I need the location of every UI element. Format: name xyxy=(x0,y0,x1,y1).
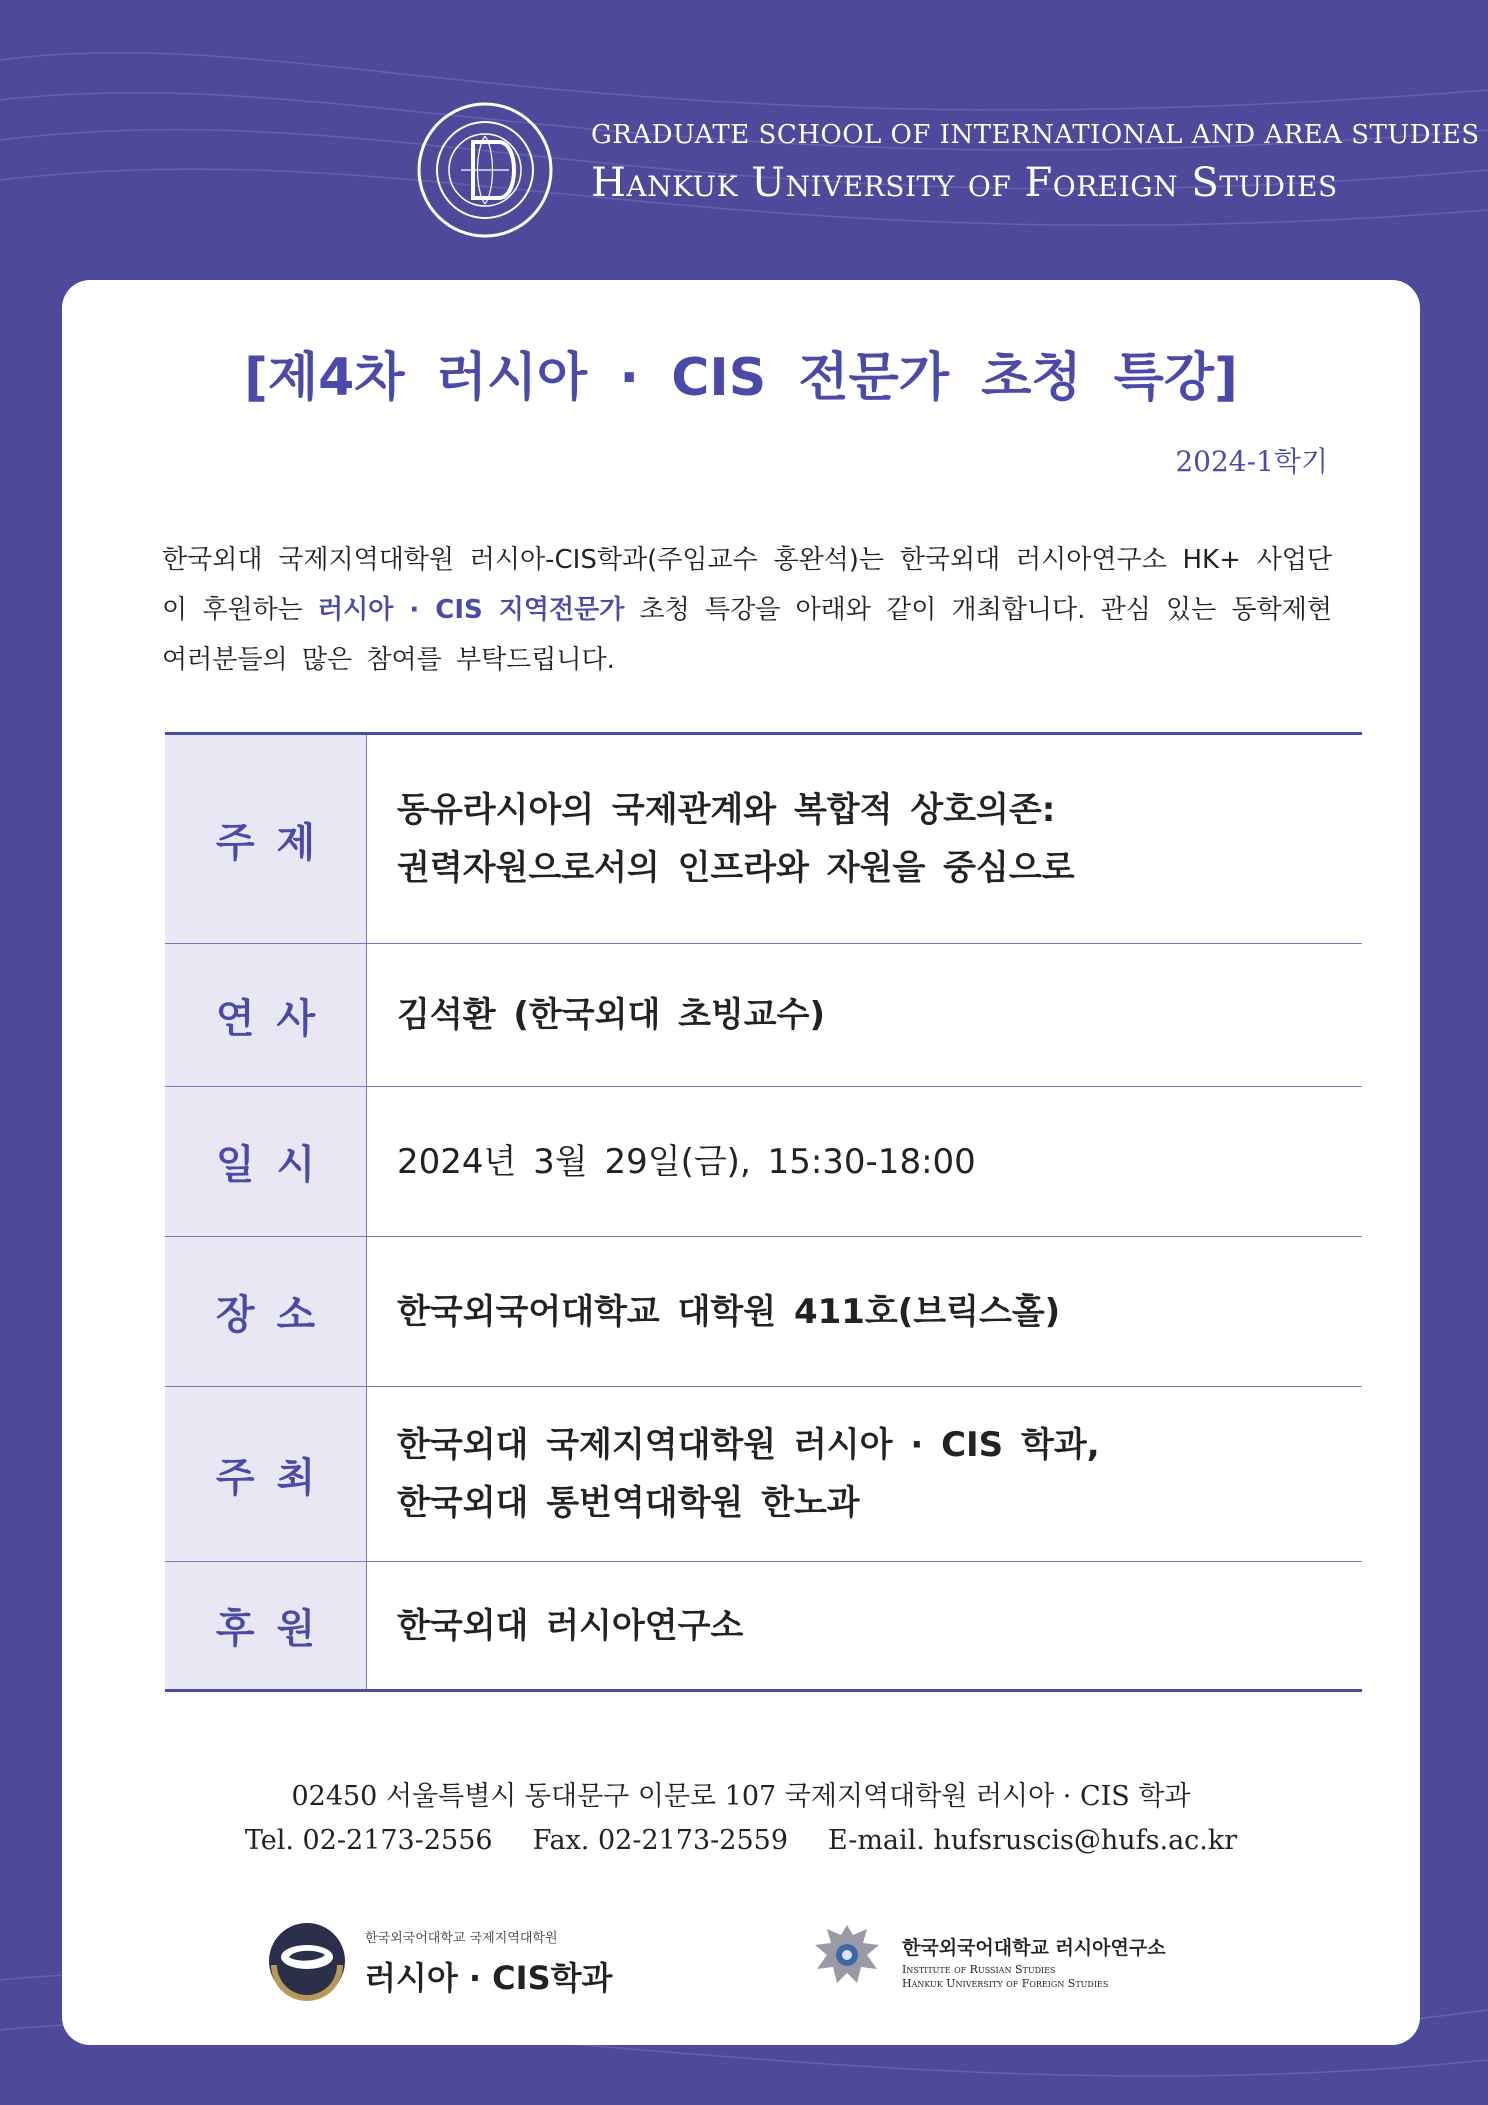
value-venue xyxy=(367,1237,1362,1386)
intro-text-1: 한국외대 국제지역대학원 러시아-CIS학과(주임교수 홍완석)는 한국외대 러시아연구소 HK+ 사업단이 후원하는 xyxy=(162,545,1332,625)
row-sponsor xyxy=(165,1562,1362,1689)
institute-name-en: Institute of Russian Studies xyxy=(902,1963,1056,1976)
russian-institute-logo xyxy=(807,1915,1227,2005)
university-seal-icon xyxy=(415,100,555,240)
value-topic xyxy=(367,735,1362,943)
host-line-2: 한국외대 통번역대학원 한노과 xyxy=(397,1483,860,1523)
venue-line: 한국외국어대학교 대학원 411호(브릭스홀) xyxy=(397,1291,1061,1332)
school-name: GRADUATE SCHOOL OF INTERNATIONAL AND AREA STUDIES xyxy=(591,120,1480,150)
institute-name-ko: 한국외국어대학교 러시아연구소 xyxy=(902,1937,1166,1959)
dept-logo-big: 러시아 · CIS학과 xyxy=(365,1959,613,1997)
dept-logo-small: 한국외국어대학교 국제지역대학원 xyxy=(365,1931,558,1946)
page-title: [제4차 러시아 · CIS 전문가 초청 특강] xyxy=(244,348,1238,408)
intro-paragraph xyxy=(162,535,1332,685)
intro-highlight: 러시아 · CIS 지역전문가 xyxy=(318,595,625,625)
university-name: Hankuk University of Foreign Studies xyxy=(591,160,1338,206)
sponsor-line: 한국외대 러시아연구소 xyxy=(397,1605,744,1646)
value-datetime xyxy=(367,1087,1362,1236)
topic-line-1: 동유라시아의 국제관계와 복합적 상호의존: xyxy=(397,790,1056,830)
topic-line-2: 권력자원으로서의 인프라와 자원을 중심으로 xyxy=(397,848,1075,888)
footer-fax: Fax. 02-2173-2559 xyxy=(532,1825,788,1856)
footer-address: 02450 서울특별시 동대문구 이문로 107 국제지역대학원 러시아 · CIS 학과 xyxy=(291,1781,1191,1812)
label-speaker: 연사 xyxy=(165,944,367,1086)
header xyxy=(415,100,1480,230)
value-host xyxy=(367,1387,1362,1561)
label-venue: 장소 xyxy=(165,1237,367,1386)
footer-contacts xyxy=(62,1819,1420,1863)
footer-email[interactable]: E-mail. hufsruscis@hufs.ac.kr xyxy=(828,1825,1238,1856)
row-speaker xyxy=(165,944,1362,1087)
russia-cis-dept-logo xyxy=(267,1915,647,2005)
row-topic xyxy=(165,735,1362,944)
double-eagle-icon xyxy=(807,1915,887,1995)
value-sponsor xyxy=(367,1562,1362,1689)
institute-university-en: Hankuk University of Foreign Studies xyxy=(902,1977,1109,1990)
row-venue xyxy=(165,1237,1362,1387)
semester-label: 2024-1학기 xyxy=(1175,445,1328,478)
footer-tel: Tel. 02-2173-2556 xyxy=(244,1825,493,1856)
host-line-1: 한국외대 국제지역대학원 러시아 · CIS 학과, xyxy=(397,1425,1100,1465)
label-sponsor: 후원 xyxy=(165,1562,367,1689)
label-datetime: 일시 xyxy=(165,1087,367,1236)
value-speaker xyxy=(367,944,1362,1086)
row-datetime xyxy=(165,1087,1362,1237)
intro-text-2: 초청 특강을 아래와 같이 개최합니다. 관심 있는 동학제현 여러분들의 많은 참여를 부탁드립니다. xyxy=(162,595,1332,675)
row-host xyxy=(165,1387,1362,1562)
event-info-table xyxy=(165,732,1362,1692)
datetime-line: 2024년 3월 29일(금), 15:30-18:00 xyxy=(397,1141,976,1182)
content-card xyxy=(62,280,1420,2045)
footer-contact xyxy=(62,1775,1420,1863)
label-topic: 주제 xyxy=(165,735,367,943)
speaker-line: 김석환 (한국외대 초빙교수) xyxy=(397,995,826,1035)
label-host: 주최 xyxy=(165,1387,367,1561)
globe-emblem-icon xyxy=(267,1921,347,2001)
